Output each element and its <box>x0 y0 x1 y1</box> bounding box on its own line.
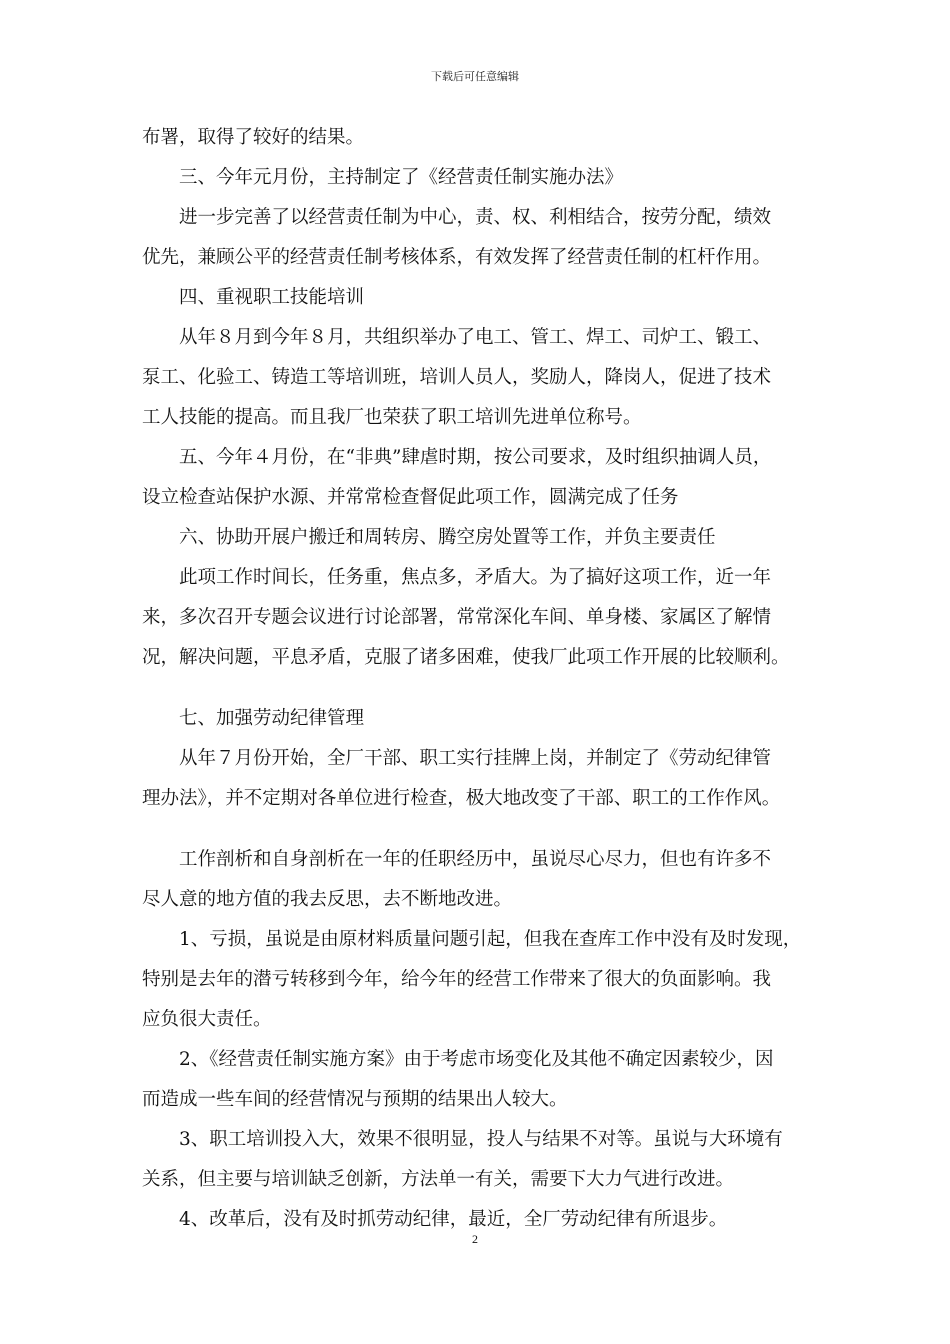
list-item: 4、改革后，没有及时抓劳动纪律，最近，全厂劳动纪律有所退步。 <box>179 1209 728 1230</box>
text-line: 优先，兼顾公平的经营责任制考核体系，有效发挥了经营责任制的杠杆作用。 <box>142 247 772 268</box>
text-line: 泵工、化验工、铸造工等培训班，培训人员人，奖励人，降岗人，促进了技术 <box>142 367 772 388</box>
paragraph-gap <box>142 678 822 699</box>
section-heading: 三、今年元月份，主持制定了《经营责任制实施办法》 <box>179 167 624 188</box>
text-line: 况，解决问题，平息矛盾，克服了诸多困难，使我厂此项工作开展的比较顺利。 <box>142 647 790 668</box>
section-heading: 七、加强劳动纪律管理 <box>179 708 365 729</box>
text-line: 工人技能的提高。而且我厂也荣获了职工培训先进单位称号。 <box>142 407 642 428</box>
section-heading: 六、协助开展户搬迁和周转房、腾空房处置等工作，并负主要责任 <box>179 527 716 548</box>
page-number: 2 <box>472 1232 478 1246</box>
page-header: 下载后可任意编辑 <box>431 70 519 83</box>
text-line: 设立检查站保护水源、并常常检查督促此项工作，圆满完成了任务 <box>142 487 679 508</box>
list-item: 1、亏损，虽说是由原材料质量问题引起，但我在查库工作中没有及时发现， <box>179 929 802 950</box>
text-line: 尽人意的地方值的我去反思，去不断地改进。 <box>142 889 513 910</box>
text-line: 应负很大责任。 <box>142 1009 272 1030</box>
section-heading: 五、今年４月份，在“非典”肆虐时期，按公司要求，及时组织抽调人员， <box>179 447 772 468</box>
document-body <box>142 118 822 1240</box>
text-line: 而造成一些车间的经营情况与预期的结果出人较大。 <box>142 1089 568 1110</box>
text-line: 此项工作时间长，任务重，焦点多，矛盾大。为了搞好这项工作，近一年 <box>179 567 772 588</box>
text-line: 布署，取得了较好的结果。 <box>142 127 365 148</box>
paragraph-gap <box>142 819 822 840</box>
section-heading: 四、重视职工技能培训 <box>179 287 365 308</box>
text-line: 关系，但主要与培训缺乏创新，方法单一有关，需要下大力气进行改进。 <box>142 1169 735 1190</box>
list-item: 3、职工培训投入大，效果不很明显，投人与结果不对等。虽说与大环境有 <box>179 1129 783 1150</box>
list-item: 2、《经营责任制实施方案》由于考虑市场变化及其他不确定因素较少，因 <box>179 1049 774 1070</box>
text-line: 特别是去年的潜亏转移到今年，给今年的经营工作带来了很大的负面影响。我 <box>142 969 772 990</box>
text-line: 来，多次召开专题会议进行讨论部署，常常深化车间、单身楼、家属区了解情 <box>142 607 772 628</box>
text-line: 理办法》，并不定期对各单位进行检查，极大地改变了干部、职工的工作作风。 <box>142 788 781 809</box>
text-line: 工作剖析和自身剖析在一年的任职经历中，虽说尽心尽力，但也有许多不 <box>179 849 772 870</box>
text-line: 从年７月份开始，全厂干部、职工实行挂牌上岗，并制定了《劳动纪律管 <box>179 748 772 769</box>
text-line: 进一步完善了以经营责任制为中心，责、权、利相结合，按劳分配，绩效 <box>179 207 772 228</box>
text-line: 从年８月到今年８月，共组织举办了电工、管工、焊工、司炉工、锻工、 <box>179 327 772 348</box>
